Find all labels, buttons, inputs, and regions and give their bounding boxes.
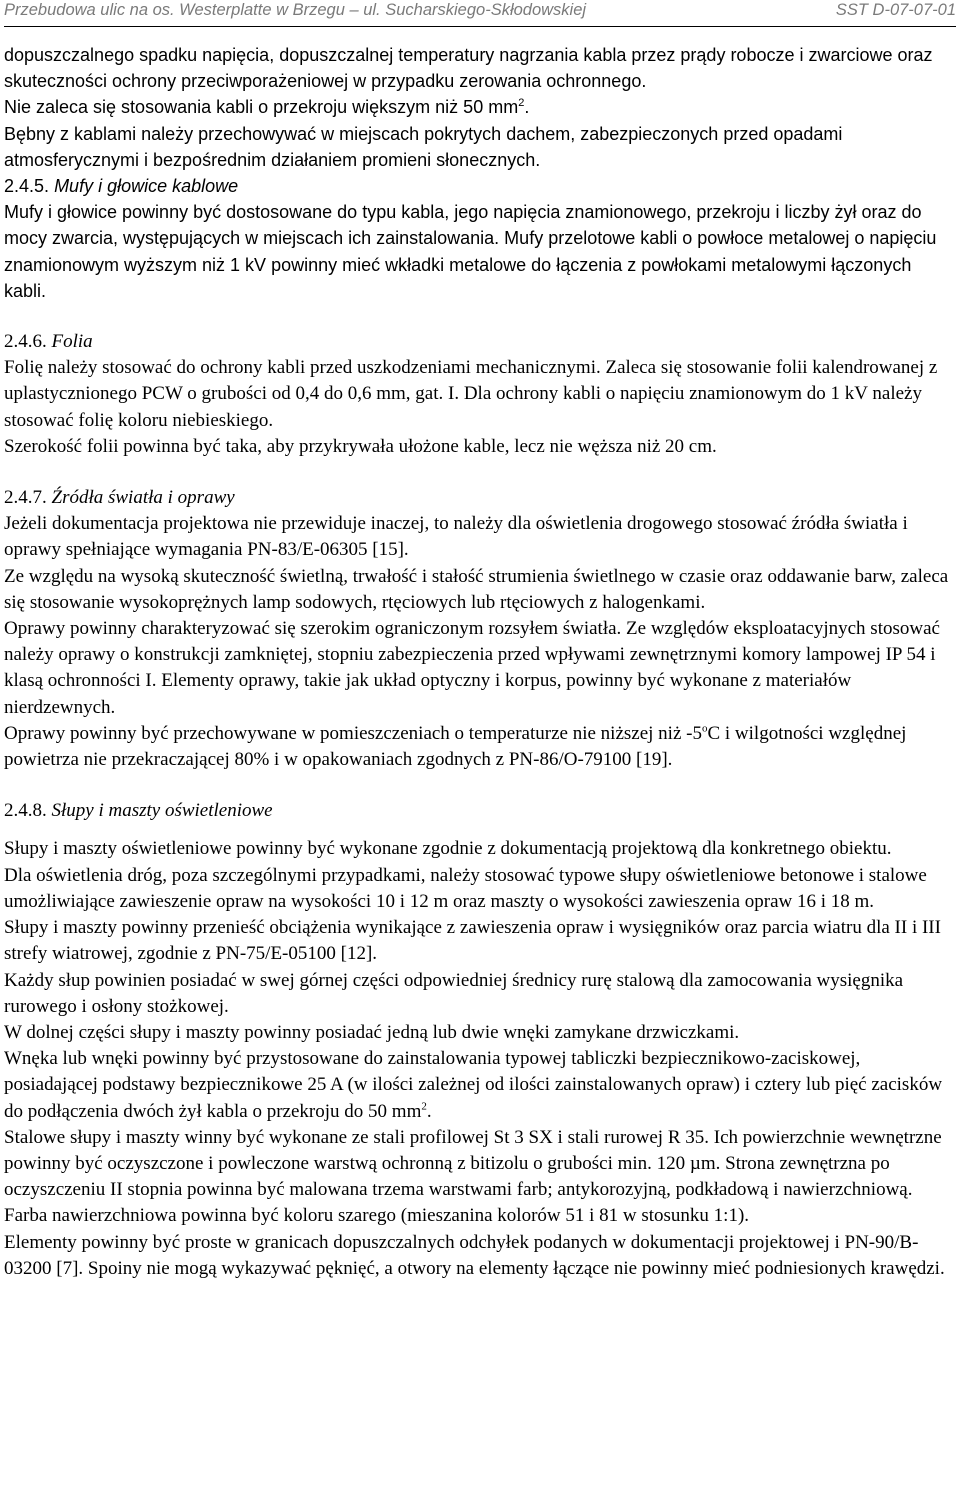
paragraph-end: . [426, 1100, 432, 1122]
paragraph: Ze względu na wysoką skuteczność świetlną, trwałość i stałość strumienia świetlnego w czasie oraz oddawanie barw, zaleca się stosowanie wysokoprężnych lamp sodowych, rtęciowych lub rtęciowych z halogenkami. [4, 565, 949, 613]
section-heading-2-4-7 [4, 485, 958, 511]
page-header [4, 0, 956, 27]
section-number: 2.4.6. [4, 331, 47, 353]
spacer [4, 773, 958, 798]
section-number: 2.4.5. [4, 176, 50, 197]
superscript: 2 [421, 1100, 427, 1113]
spacer [4, 304, 958, 329]
paragraph: Folię należy stosować do ochrony kabli przed uszkodzeniami mechanicznymi. Zaleca się stosowanie folii kalendrowanej z uplastycznionego PCW o grubości od 0,4 do 0,6 mm, gat. I. Dla ochrony kabli o napięciu znamionowym do 1 kV należy stosować folię koloru niebieskiego. [4, 357, 938, 431]
paragraph [4, 721, 958, 773]
section-number: 2.4.8. [4, 800, 47, 822]
paragraph: Słupy i maszty oświetleniowe powinny być wykonane zgodnie z dokumentacją projektową dla konkretnego obiektu. [4, 838, 892, 860]
paragraph: dopuszczalnego spadku napięcia, dopuszczalnej temperatury nagrzania kabla przez prądy robocze i zwarciowe oraz skuteczności ochrony przeciwporażeniowej w przypadku zerowania ochronnego. [4, 45, 933, 92]
paragraph: Oprawy powinny charakteryzować się szerokim ograniczonym rozsyłem światła. Ze względów eksploatacyjnych stosować należy oprawy o konstrukcji zamkniętej, stopniu zabezpieczenia przed wpływami zewnętrznymi komory lampowej IP 54 i klasą ochronności I. Elementy oprawy, takie jak układ optyczny i korpus, powinny być wykonane z materiałów nierdzewnych. [4, 618, 940, 718]
paragraph: Stalowe słupy i maszty winny być wykonane ze stali profilowej St 3 SX i stali rurowej R 35. Ich powierzchnie wewnętrzne powinny być oczyszczone i powleczone warstwą ochronną z bitizolu o grubości min. 120 µm. Strona zewnętrzna po oczyszczeniu II stopnia powinna być malowana trzema warstwami farb; antykorozyjną, podkładową i nawierzchniową. Farba nawierzchniowa powinna być koloru szarego (mieszanina kolorów 51 i 81 w stosunku 1:1). [4, 1126, 942, 1227]
section-title: Mufy i głowice kablowe [54, 176, 239, 197]
paragraph [4, 1046, 958, 1125]
section-heading-2-4-5 [4, 173, 958, 199]
section-heading-2-4-6 [4, 329, 958, 355]
superscript: o [701, 722, 708, 735]
paragraph-text: C i wilgotności względnej powietrza nie przekraczającej 80% i w opakowaniach zgodnych z PN-86/O-79100 [19]. [4, 722, 907, 771]
paragraph: Jeżeli dokumentacja projektowa nie przewiduje inaczej, to należy dla oświetlenia drogowego stosować źródła światła i oprawy spełniające wymagania PN-83/E-06305 [15]. [4, 513, 908, 561]
paragraph: Elementy powinny być proste w granicach dopuszczalnych odchyłek podanych w dokumentacji projektowej i PN-90/B-03200 [7]. Spoiny nie mogą wykazywać pęknięć, a otwory na elementy łączące nie powinny mieć podniesionych krawędzi. [4, 1231, 945, 1279]
paragraph: Mufy i głowice powinny być dostosowane do typu kabla, jego napięcia znamionowego, przekroju i liczby żył oraz do mocy zwarcia, występujących w miejscach ich zainstalowania. Mufy przelotowe kabli o powłoce metalowej o napięciu znamionowym wyższym niż 1 kV powinny mieć wkładki metalowe do łączenia z powłokami metalowymi łączonych kabli. [4, 202, 937, 301]
spacer [4, 824, 958, 836]
paragraph: Słupy i maszty powinny przenieść obciążenia wynikające z zawieszenia opraw i wysięgników oraz parcia wiatru dla II i III strefy wiatrowej, zgodnie z PN-75/E-05100 [12]. [4, 917, 941, 965]
section-title: Źródła światła i oprawy [51, 487, 235, 509]
document-body [4, 42, 958, 1282]
paragraph [4, 94, 958, 120]
paragraph-text: Wnęka lub wnęki powinny być przystosowane do zainstalowania typowej tabliczki bezpiecznikowo-zaciskowej, posiadającej podstawy bezpiecznikowe 25 A (w ilości zależnej od ilości zainstalowanych opraw) i cztery lub pięć zacisków do podłączenia dwóch żył kabla o przekroju do 50 mm [4, 1048, 943, 1122]
document-title: Przebudowa ulic na os. Westerplatte w Brzegu – ul. Sucharskiego-Skłodowskiej [4, 1, 587, 19]
paragraph: Każdy słup powinien posiadać w swej górnej części odpowiedniej średnicy rurę stalową dla zamocowania wysięgnika rurowego i osłony stożkowej. [4, 969, 904, 1017]
superscript: 2 [518, 97, 525, 110]
section-number: 2.4.7. [4, 487, 47, 509]
paragraph: W dolnej części słupy i maszty powinny posiadać jedną lub dwie wnęki zamykane drzwiczkami. [4, 1021, 740, 1043]
paragraph-text: Oprawy powinny być przechowywane w pomieszczeniach o temperaturze nie niższej niż -5 [4, 722, 702, 744]
paragraph: Szerokość folii powinna być taka, aby przykrywała ułożone kable, lecz nie węższa niż 20 cm. [4, 435, 717, 457]
section-title: Słupy i maszty oświetleniowe [51, 800, 273, 822]
paragraph-end: . [524, 97, 530, 118]
paragraph: Bębny z kablami należy przechowywać w miejscach pokrytych dachem, zabezpieczonych przed opadami atmosferycznymi i bezpośrednim działaniem promieni słonecznych. [4, 123, 843, 170]
section-title: Folia [51, 331, 93, 353]
section-heading-2-4-8 [4, 798, 958, 824]
spec-code: SST D-07-07-01 [835, 1, 956, 19]
spacer [4, 460, 958, 485]
paragraph-text: Nie zaleca się stosowania kabli o przekroju większym niż 50 mm [4, 97, 519, 118]
paragraph: Dla oświetlenia dróg, poza szczególnymi przypadkami, należy stosować typowe słupy oświetleniowe betonowe i stalowe umożliwiające zawieszenie opraw na wysokości 10 i 12 m oraz maszty o wysokości zawieszenia opraw 16 i 18 m. [4, 864, 927, 912]
